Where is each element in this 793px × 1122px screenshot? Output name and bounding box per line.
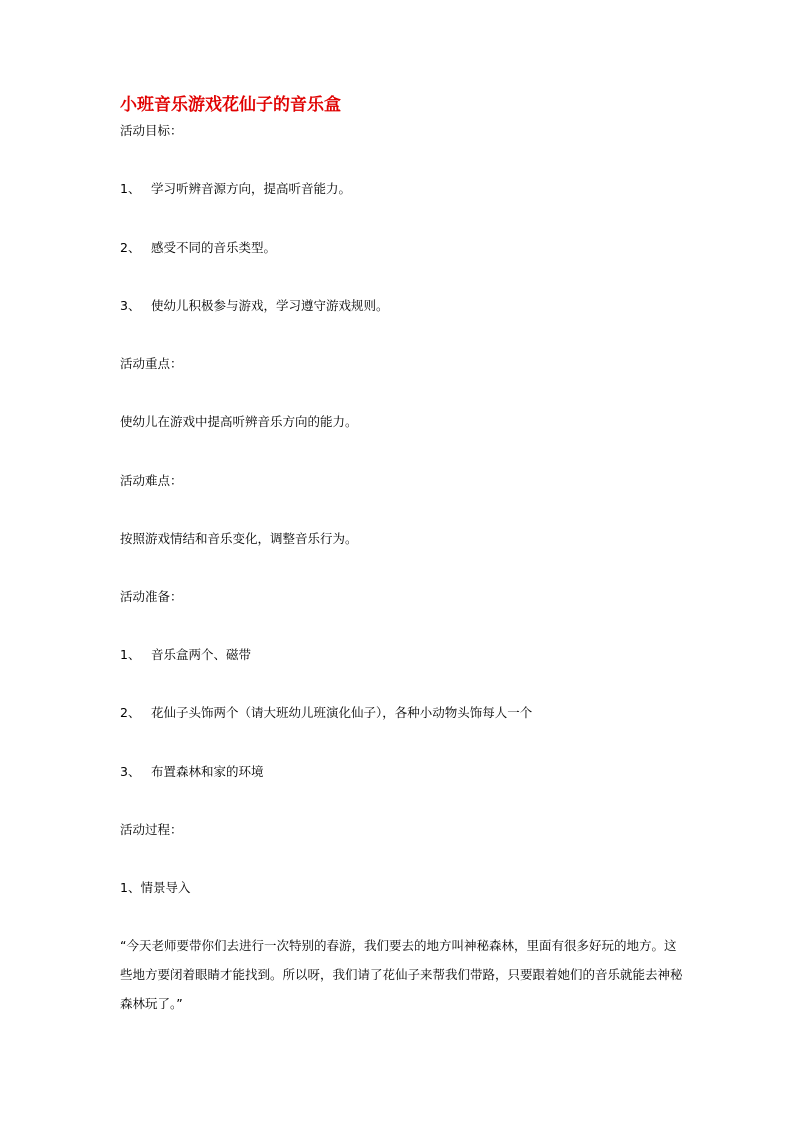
prep-item bbox=[120, 646, 251, 664]
prep-number: 3、 bbox=[120, 764, 141, 779]
difficulty-heading: 活动难点： bbox=[120, 473, 183, 488]
key-heading: 活动重点： bbox=[120, 356, 183, 371]
goal-item bbox=[120, 297, 389, 315]
goal-item bbox=[120, 180, 351, 198]
goal-number: 1、 bbox=[120, 181, 141, 196]
process-paragraph: “今天老师要带你们去进行一次特别的春游，我们要去的地方叫神秘森林，里面有很多好玩的地方。这些地方要闭着眼睛才能找到。所以呀，我们请了花仙子来帮我们带路，只要跟着她们的音乐就能去神秘森林玩了。” bbox=[120, 938, 683, 1011]
prep-number: 1、 bbox=[120, 647, 141, 662]
process-step-heading: 1、情景导入 bbox=[120, 880, 191, 895]
goal-number: 2、 bbox=[120, 240, 141, 255]
difficulty-text: 按照游戏情结和音乐变化，调整音乐行为。 bbox=[120, 531, 358, 546]
goals-heading: 活动目标： bbox=[120, 123, 183, 138]
prep-item bbox=[120, 763, 264, 781]
goal-text: 学习听辨音源方向，提高听音能力。 bbox=[151, 181, 352, 196]
goal-number: 3、 bbox=[120, 298, 141, 313]
prep-number: 2、 bbox=[120, 705, 141, 720]
document-title: 小班音乐游戏花仙子的音乐盒 bbox=[120, 95, 341, 115]
goal-text: 使幼儿积极参与游戏，学习遵守游戏规则。 bbox=[151, 298, 389, 313]
prep-text: 花仙子头饰两个（请大班幼儿班演化仙子），各种小动物头饰每人一个 bbox=[151, 705, 533, 720]
goal-item bbox=[120, 239, 276, 257]
prep-text: 布置森林和家的环境 bbox=[151, 764, 264, 779]
prep-text: 音乐盒两个、磁带 bbox=[151, 647, 252, 662]
prep-item bbox=[120, 704, 532, 722]
process-heading: 活动过程： bbox=[120, 822, 183, 837]
key-text: 使幼儿在游戏中提高听辨音乐方向的能力。 bbox=[120, 414, 358, 429]
prep-heading: 活动准备： bbox=[120, 589, 183, 604]
goal-text: 感受不同的音乐类型。 bbox=[151, 240, 277, 255]
